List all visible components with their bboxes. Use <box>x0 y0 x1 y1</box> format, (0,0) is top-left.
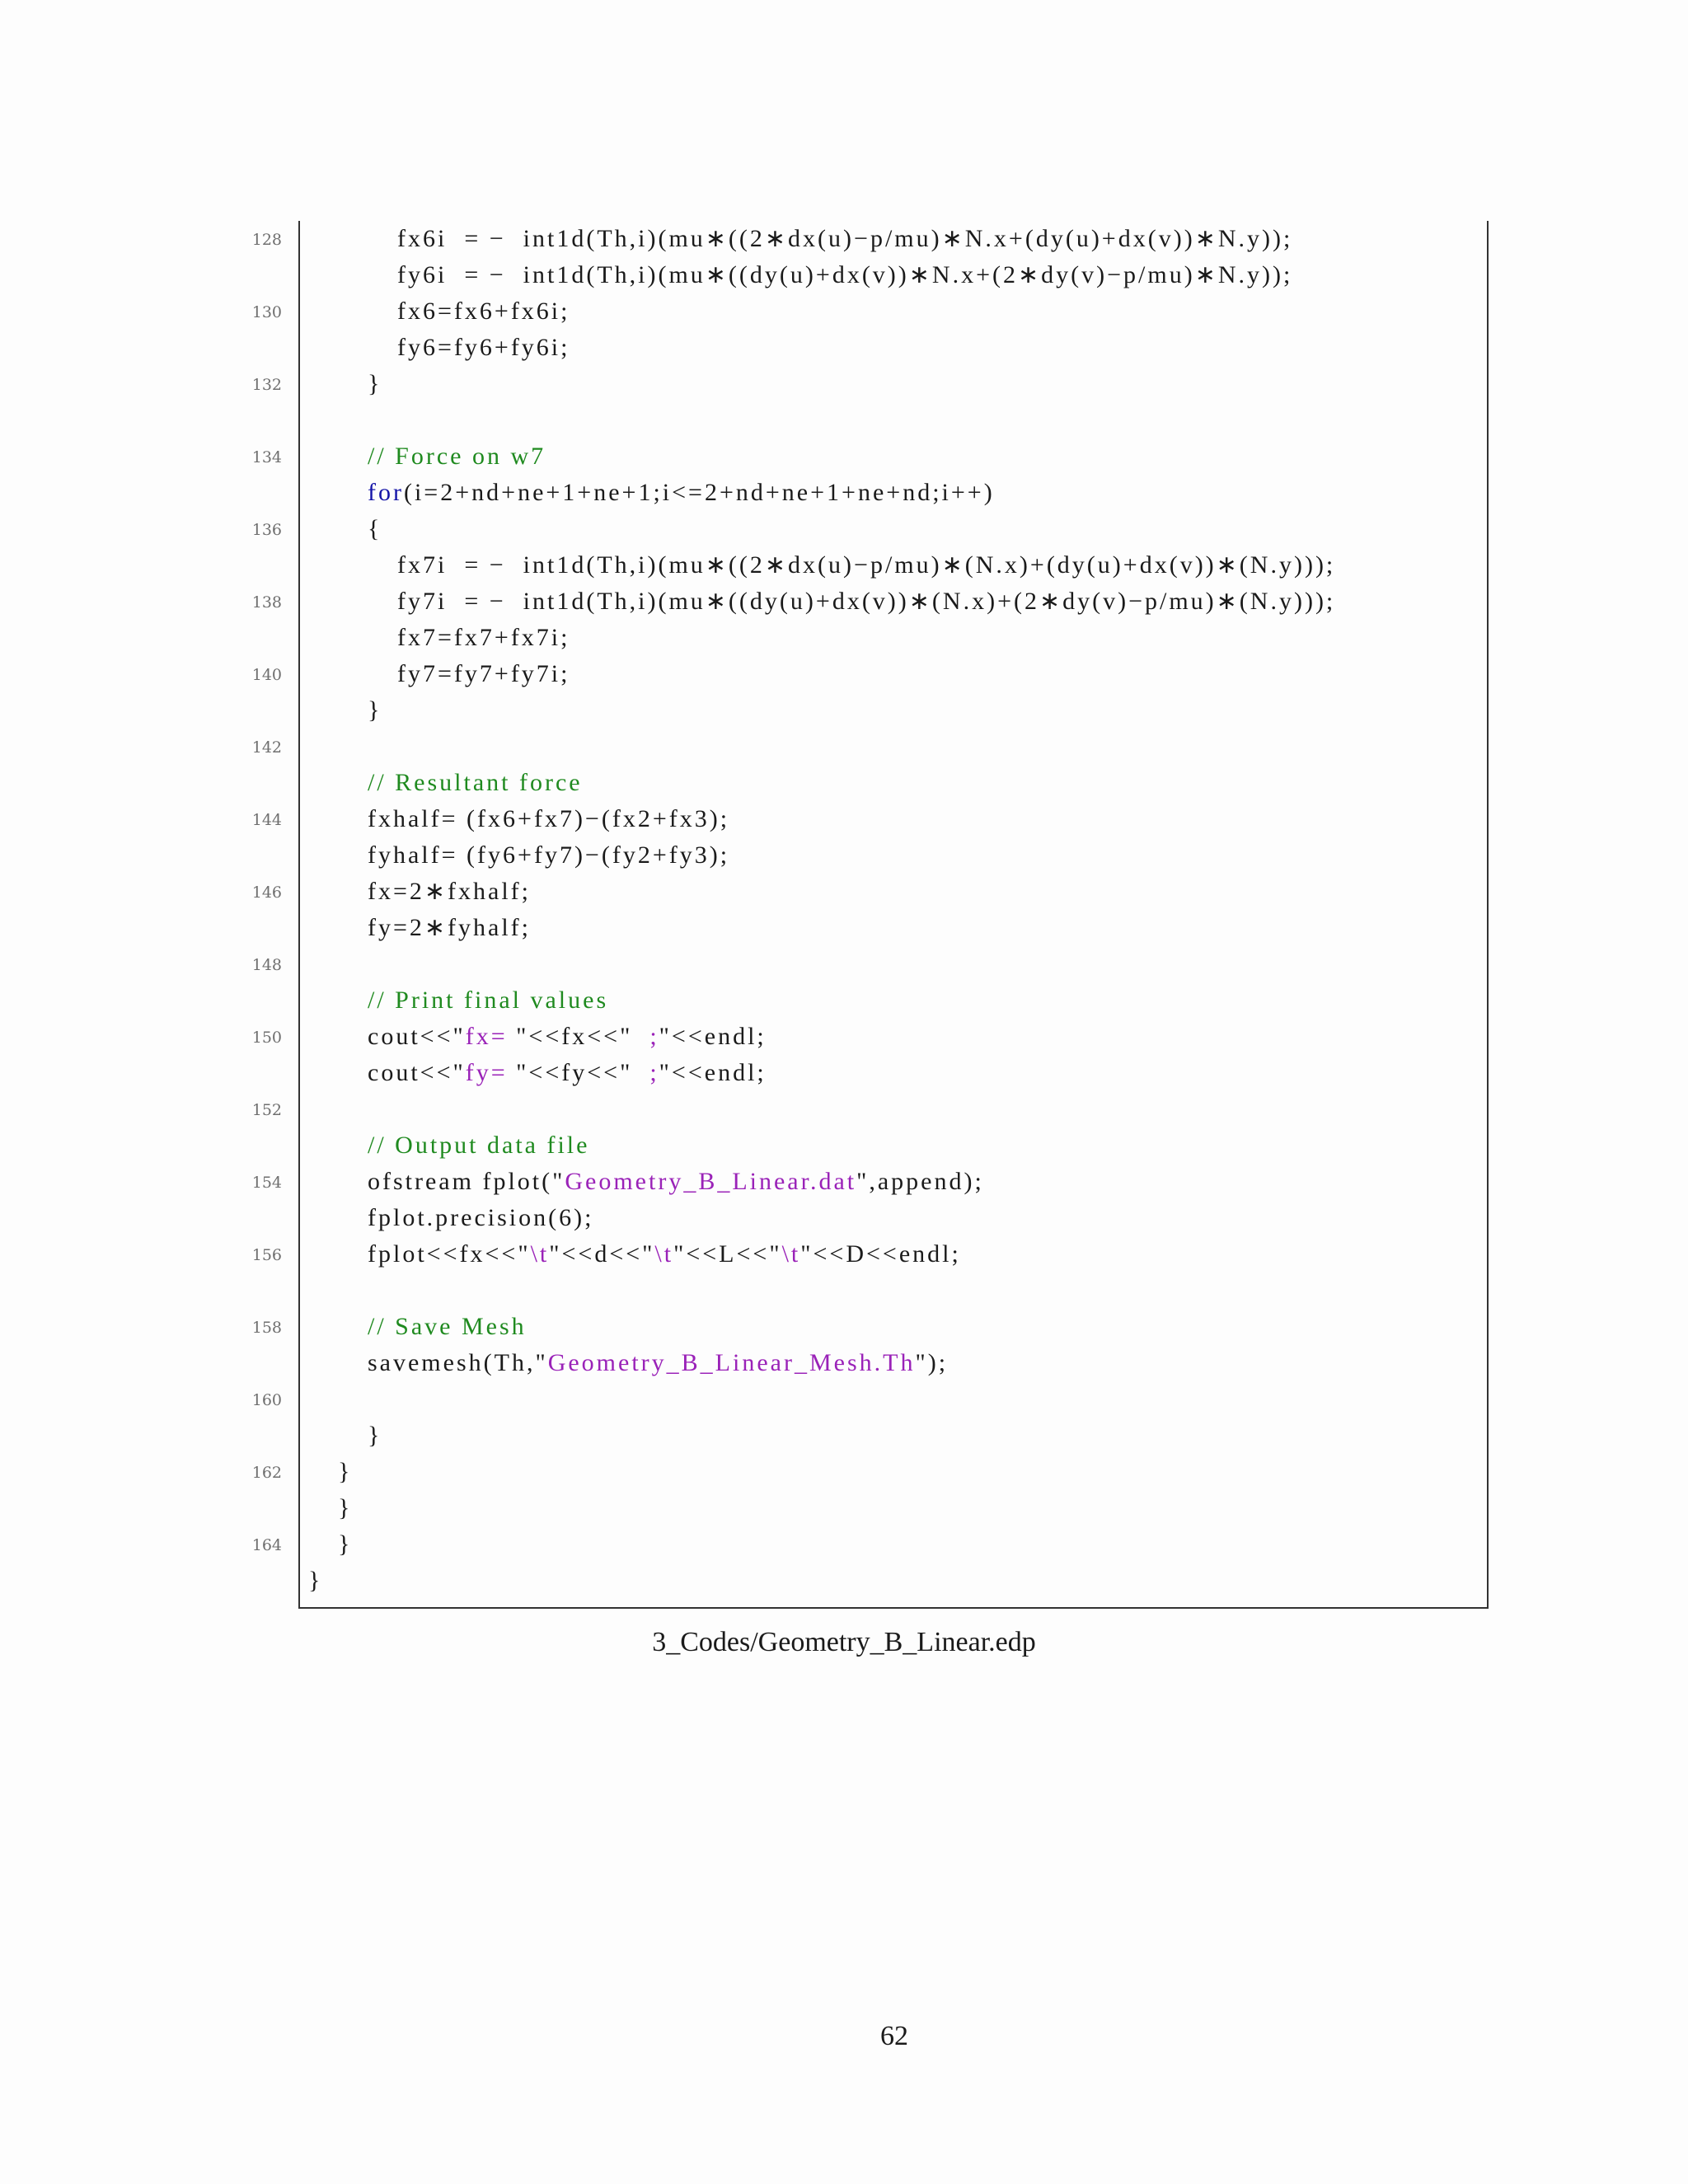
code-token: cout<<" <box>368 1023 466 1050</box>
code-token: } <box>368 1422 382 1449</box>
listing-caption: 3_Codes/Geometry_B_Linear.edp <box>652 1627 1036 1657</box>
code-line <box>251 511 1487 547</box>
code-line <box>300 475 1487 511</box>
line-number: 130 <box>251 303 282 321</box>
line-number: 158 <box>251 1319 282 1337</box>
code-text <box>368 1418 382 1454</box>
line-number: 142 <box>251 738 282 757</box>
line-number: 150 <box>251 1029 282 1047</box>
code-token: } <box>338 1458 353 1485</box>
code-token: "<<L<<" <box>673 1240 782 1268</box>
code-text <box>368 438 546 475</box>
code-token: "<<D<<endl; <box>800 1240 961 1268</box>
code-token: "<<fy<<" <box>516 1059 650 1086</box>
code-token: fy7i = − int1d(Th,i)(mu∗((dy(u)+dx(v))∗(N.x)+(2∗dy(v)−p/mu)∗(N.y))); <box>397 588 1336 615</box>
code-token: } <box>308 1567 323 1594</box>
code-string: \t <box>530 1240 550 1268</box>
code-text <box>397 293 570 330</box>
code-string: \t <box>781 1240 801 1268</box>
line-number: 128 <box>251 231 282 249</box>
code-line <box>251 1164 1487 1200</box>
code-token: savemesh(Th," <box>368 1349 548 1376</box>
code-token: "<<endl; <box>659 1059 767 1086</box>
code-line <box>300 910 1487 946</box>
code-line <box>251 656 1487 692</box>
code-text <box>368 692 382 729</box>
code-token: ofstream fplot(" <box>368 1168 565 1195</box>
code-token: fx7i = − int1d(Th,i)(mu∗((2∗dx(u)−p/mu)∗(N.x)+(dy(u)+dx(v))∗(N.y))); <box>397 551 1336 579</box>
code-text <box>368 801 729 837</box>
page-number: 62 <box>880 2021 908 2051</box>
code-token: fy7=fy7+fy7i; <box>397 660 570 687</box>
code-line <box>300 765 1487 801</box>
code-token: fx6i = − int1d(Th,i)(mu∗((2∗dx(u)−p/mu)∗N.x+(dy(u)+dx(v))∗N.y)); <box>397 225 1293 252</box>
line-number: 140 <box>251 666 282 684</box>
code-line <box>300 1127 1487 1164</box>
code-token: { <box>368 515 382 542</box>
line-number: 144 <box>251 811 282 829</box>
code-text <box>397 257 1292 293</box>
code-text <box>368 765 583 801</box>
code-text <box>397 330 570 366</box>
code-string: fy= <box>465 1059 517 1086</box>
code-token: fy6=fy6+fy6i; <box>397 334 570 361</box>
code-string: fx= <box>465 1023 517 1050</box>
code-line <box>251 438 1487 475</box>
code-text <box>368 837 729 874</box>
code-token: fx7=fx7+fx7i; <box>397 624 570 651</box>
code-text <box>368 874 531 910</box>
code-line <box>251 293 1487 330</box>
code-token: ",append); <box>856 1168 984 1195</box>
line-number: 160 <box>251 1391 282 1409</box>
code-line <box>251 1019 1487 1055</box>
code-line <box>251 1454 1487 1490</box>
code-line <box>251 366 1487 402</box>
code-token: cout<<" <box>368 1059 466 1086</box>
line-number: 154 <box>251 1174 282 1192</box>
code-token: } <box>368 696 382 724</box>
code-string: Geometry_B_Linear.dat <box>565 1168 857 1195</box>
code-line <box>251 729 1487 765</box>
code-string: ; <box>649 1059 659 1086</box>
code-line <box>300 1418 1487 1454</box>
code-text <box>368 1164 984 1200</box>
line-number: 156 <box>251 1246 282 1264</box>
code-line <box>300 402 1487 438</box>
code-token: fy6i = − int1d(Th,i)(mu∗((dy(u)+dx(v))∗N.x+(2∗dy(v)−p/mu)∗N.y)); <box>397 261 1293 288</box>
code-text <box>368 1236 961 1272</box>
code-token: } <box>338 1530 353 1558</box>
code-line <box>251 801 1487 837</box>
code-comment: // Resultant force <box>368 769 583 796</box>
code-text <box>368 1200 593 1236</box>
code-line <box>251 1309 1487 1345</box>
code-line <box>251 946 1487 982</box>
code-line <box>300 547 1487 583</box>
code-line <box>300 1272 1487 1309</box>
code-line <box>251 221 1487 257</box>
code-token: } <box>338 1494 353 1521</box>
line-number: 152 <box>251 1101 282 1119</box>
code-text <box>338 1526 352 1563</box>
line-number: 146 <box>251 883 282 902</box>
code-text <box>368 910 531 946</box>
code-text <box>368 1345 948 1381</box>
code-line <box>251 1091 1487 1127</box>
code-token: fxhalf= (fx6+fx7)−(fx2+fx3); <box>368 805 730 832</box>
code-text <box>368 366 382 402</box>
code-token: fx6=fx6+fx6i; <box>397 298 570 325</box>
code-line <box>300 1345 1487 1381</box>
code-token: fx=2∗fxhalf; <box>368 878 532 905</box>
code-token: "<<fx<<" <box>516 1023 650 1050</box>
code-keyword: for <box>368 479 404 506</box>
code-line <box>300 620 1487 656</box>
code-token: (i=2+nd+ne+1+ne+1;i<=2+nd+ne+1+ne+nd;i++) <box>403 479 995 506</box>
code-string: Geometry_B_Linear_Mesh.Th <box>547 1349 916 1376</box>
code-line <box>251 1236 1487 1272</box>
code-line <box>251 1381 1487 1418</box>
code-line <box>300 1200 1487 1236</box>
code-line <box>251 874 1487 910</box>
code-line <box>300 1055 1487 1091</box>
code-line <box>300 692 1487 729</box>
line-number: 136 <box>251 521 282 539</box>
code-comment: // Save Mesh <box>368 1313 527 1340</box>
code-text <box>397 547 1335 583</box>
code-comment: // Force on w7 <box>368 443 546 470</box>
code-text <box>368 1127 589 1164</box>
line-number: 162 <box>251 1464 282 1482</box>
line-number: 148 <box>251 956 282 974</box>
code-comment: // Print final values <box>368 987 609 1014</box>
line-number: 132 <box>251 376 282 394</box>
line-number: 164 <box>251 1536 282 1554</box>
code-line <box>300 330 1487 366</box>
code-string: \t <box>654 1240 674 1268</box>
code-text <box>338 1490 352 1526</box>
code-text <box>397 221 1292 257</box>
code-token: fyhalf= (fy6+fy7)−(fy2+fy3); <box>368 841 730 869</box>
code-line <box>300 1490 1487 1526</box>
code-line <box>251 583 1487 620</box>
code-text <box>368 982 608 1019</box>
code-string: ; <box>649 1023 659 1050</box>
code-text <box>397 620 570 656</box>
code-token: "); <box>915 1349 949 1376</box>
code-token: "<<d<<" <box>549 1240 655 1268</box>
line-number: 134 <box>251 448 282 466</box>
code-token: fy=2∗fyhalf; <box>368 914 532 941</box>
code-token: } <box>368 370 382 397</box>
code-token: fplot<<fx<<" <box>368 1240 531 1268</box>
code-text <box>338 1454 352 1490</box>
code-text <box>397 583 1335 620</box>
code-text <box>368 511 382 547</box>
code-line <box>300 837 1487 874</box>
code-line <box>300 982 1487 1019</box>
code-text <box>368 1055 767 1091</box>
code-token: fplot.precision(6); <box>368 1204 594 1231</box>
line-number: 138 <box>251 593 282 612</box>
code-text <box>368 1309 527 1345</box>
code-line <box>300 1563 1487 1599</box>
code-text <box>368 1019 767 1055</box>
code-text <box>368 475 995 511</box>
code-text <box>397 656 570 692</box>
code-listing <box>251 221 1489 1609</box>
code-line <box>300 257 1487 293</box>
code-token: "<<endl; <box>659 1023 767 1050</box>
code-line <box>251 1526 1487 1563</box>
code-text <box>308 1563 322 1599</box>
code-comment: // Output data file <box>368 1132 590 1159</box>
